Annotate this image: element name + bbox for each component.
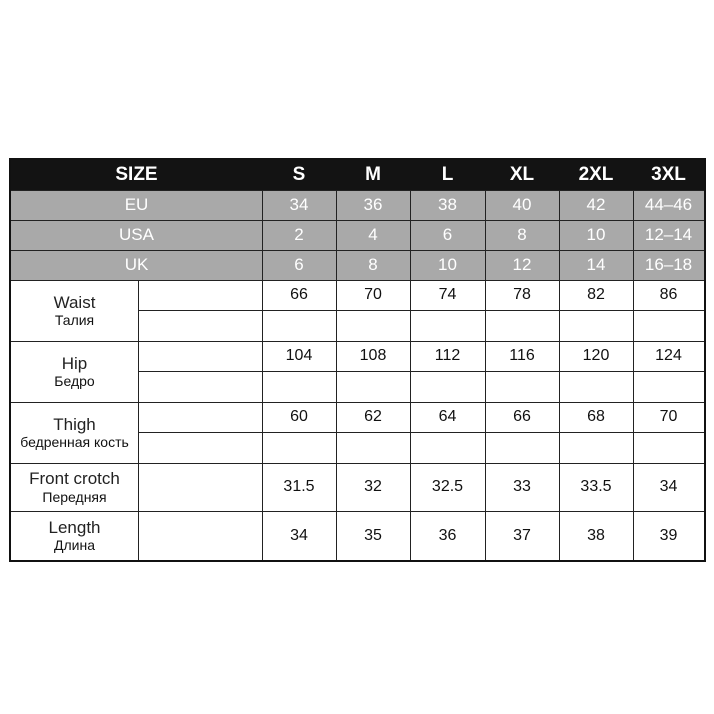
header-size-l: L xyxy=(410,160,485,190)
measure-value: 35 xyxy=(364,526,382,544)
grid-line-v xyxy=(262,463,263,511)
grid-line-v xyxy=(262,280,263,341)
grid-line-v xyxy=(559,341,560,402)
region-value: 42 xyxy=(559,190,633,220)
grid-line-v xyxy=(559,280,560,341)
measure-value: 108 xyxy=(359,347,387,364)
region-value: 8 xyxy=(336,250,410,280)
grid-line-v xyxy=(336,341,337,402)
region-label-usa: USA xyxy=(11,220,262,250)
measure-label-ru: бедренная кость xyxy=(20,434,129,451)
grid-line-v xyxy=(559,511,560,560)
measure-value: 33.5 xyxy=(580,478,612,495)
measure-value: 70 xyxy=(659,408,678,425)
grid-line-v xyxy=(138,280,139,341)
grid-line-v xyxy=(559,190,560,220)
measure-label-ru: Бедро xyxy=(54,373,95,390)
size-chart-table xyxy=(9,158,706,562)
grid-line-v xyxy=(410,341,411,402)
grid-line-v xyxy=(262,402,263,463)
measure-value: 104 xyxy=(285,347,313,364)
region-value: 4 xyxy=(336,220,410,250)
region-value: 12–14 xyxy=(633,220,704,250)
grid-line-v xyxy=(138,341,139,402)
grid-line-h xyxy=(11,220,704,221)
region-value: 40 xyxy=(485,190,559,220)
region-value: 16–18 xyxy=(633,250,704,280)
region-label-uk: UK xyxy=(11,250,262,280)
region-value: 12 xyxy=(485,250,559,280)
header-size-3xl: 3XL xyxy=(633,160,704,190)
grid-line-v xyxy=(633,250,634,280)
grid-line-v xyxy=(410,402,411,463)
grid-line-v xyxy=(336,190,337,220)
grid-line-v xyxy=(485,280,486,341)
grid-line-h xyxy=(138,371,704,372)
grid-line-v xyxy=(336,511,337,560)
grid-line-v xyxy=(138,511,139,560)
grid-line-v xyxy=(559,220,560,250)
measure-value: 60 xyxy=(290,408,308,425)
grid-line-v xyxy=(485,511,486,560)
grid-line-v xyxy=(262,511,263,560)
grid-line-v xyxy=(485,190,486,220)
grid-line-v xyxy=(410,250,411,280)
grid-line-v xyxy=(336,250,337,280)
measure-value: 68 xyxy=(587,408,605,425)
measure-label-front-crotch xyxy=(11,463,138,511)
grid-line-v xyxy=(138,402,139,463)
measure-value: 66 xyxy=(290,286,308,303)
grid-line-v xyxy=(410,220,411,250)
measure-value: 31.5 xyxy=(283,478,315,495)
grid-line-v xyxy=(410,511,411,560)
measure-value: 34 xyxy=(290,526,308,544)
header-size-xl: XL xyxy=(485,160,559,190)
measure-value: 78 xyxy=(513,286,531,303)
measure-value: 116 xyxy=(509,347,535,364)
region-value: 10 xyxy=(410,250,485,280)
header-size-s: S xyxy=(262,160,336,190)
grid-line-h xyxy=(138,310,704,311)
grid-line-v xyxy=(633,402,634,463)
grid-line-v xyxy=(633,463,634,511)
measure-value: 120 xyxy=(582,347,610,364)
measure-label-en: Thigh xyxy=(53,414,96,434)
measure-label-ru: Талия xyxy=(54,312,95,329)
grid-line-h xyxy=(11,190,704,191)
region-value: 34 xyxy=(262,190,336,220)
grid-line-h xyxy=(11,250,704,251)
measure-value: 34 xyxy=(659,478,678,495)
measure-label-length xyxy=(11,511,138,560)
measure-label-en: Waist xyxy=(53,292,96,312)
measure-label-ru: Длина xyxy=(54,537,95,554)
region-value: 6 xyxy=(262,250,336,280)
measure-value: 74 xyxy=(438,286,457,303)
region-value: 36 xyxy=(336,190,410,220)
measure-label-waist xyxy=(11,280,138,341)
grid-line-v xyxy=(633,280,634,341)
grid-line-v xyxy=(262,190,263,220)
grid-line-v xyxy=(336,402,337,463)
grid-line-v xyxy=(633,341,634,402)
grid-line-v xyxy=(262,220,263,250)
grid-line-h xyxy=(138,432,704,433)
measure-value: 32 xyxy=(364,478,382,495)
grid-line-v xyxy=(559,463,560,511)
measure-value: 70 xyxy=(364,286,382,303)
measure-value: 112 xyxy=(434,347,461,364)
measure-label-en: Front crotch xyxy=(29,469,120,489)
header-size-label: SIZE xyxy=(11,160,262,190)
grid-line-v xyxy=(410,280,411,341)
region-value: 6 xyxy=(410,220,485,250)
grid-line-v xyxy=(336,220,337,250)
measure-value: 39 xyxy=(659,526,678,544)
grid-line-v xyxy=(410,463,411,511)
region-value: 44–46 xyxy=(633,190,704,220)
measure-value: 37 xyxy=(513,526,531,544)
measure-value: 124 xyxy=(655,347,682,364)
measure-value: 32.5 xyxy=(431,478,464,495)
grid-line-v xyxy=(633,190,634,220)
grid-line-v xyxy=(633,220,634,250)
measure-label-ru: Передняя xyxy=(42,488,107,505)
region-value: 8 xyxy=(485,220,559,250)
grid-line-v xyxy=(485,220,486,250)
region-value: 2 xyxy=(262,220,336,250)
measure-value: 62 xyxy=(364,408,382,425)
grid-line-v xyxy=(485,341,486,402)
measure-value: 33 xyxy=(513,478,531,495)
measure-label-hip xyxy=(11,341,138,402)
grid-line-v xyxy=(633,511,634,560)
measure-value: 66 xyxy=(513,408,531,425)
grid-line-v xyxy=(485,402,486,463)
grid-line-v xyxy=(559,402,560,463)
header-size-m: M xyxy=(336,160,410,190)
grid-line-v xyxy=(336,463,337,511)
measure-value: 64 xyxy=(438,408,457,425)
region-label-eu: EU xyxy=(11,190,262,220)
measure-label-thigh xyxy=(11,402,138,463)
grid-line-v xyxy=(485,463,486,511)
region-value: 14 xyxy=(559,250,633,280)
grid-line-v xyxy=(262,341,263,402)
grid-line-v xyxy=(559,250,560,280)
measure-value: 86 xyxy=(659,286,678,303)
measure-label-en: Length xyxy=(48,517,101,537)
grid-line-v xyxy=(410,190,411,220)
measure-value: 36 xyxy=(438,526,457,544)
grid-line-v xyxy=(262,250,263,280)
measure-value: 82 xyxy=(587,286,605,303)
grid-line-v xyxy=(485,250,486,280)
measure-label-en: Hip xyxy=(61,353,88,373)
measure-value: 38 xyxy=(587,526,605,544)
header-size-2xl: 2XL xyxy=(559,160,633,190)
grid-line-v xyxy=(336,280,337,341)
region-value: 38 xyxy=(410,190,485,220)
grid-line-v xyxy=(138,463,139,511)
region-value: 10 xyxy=(559,220,633,250)
